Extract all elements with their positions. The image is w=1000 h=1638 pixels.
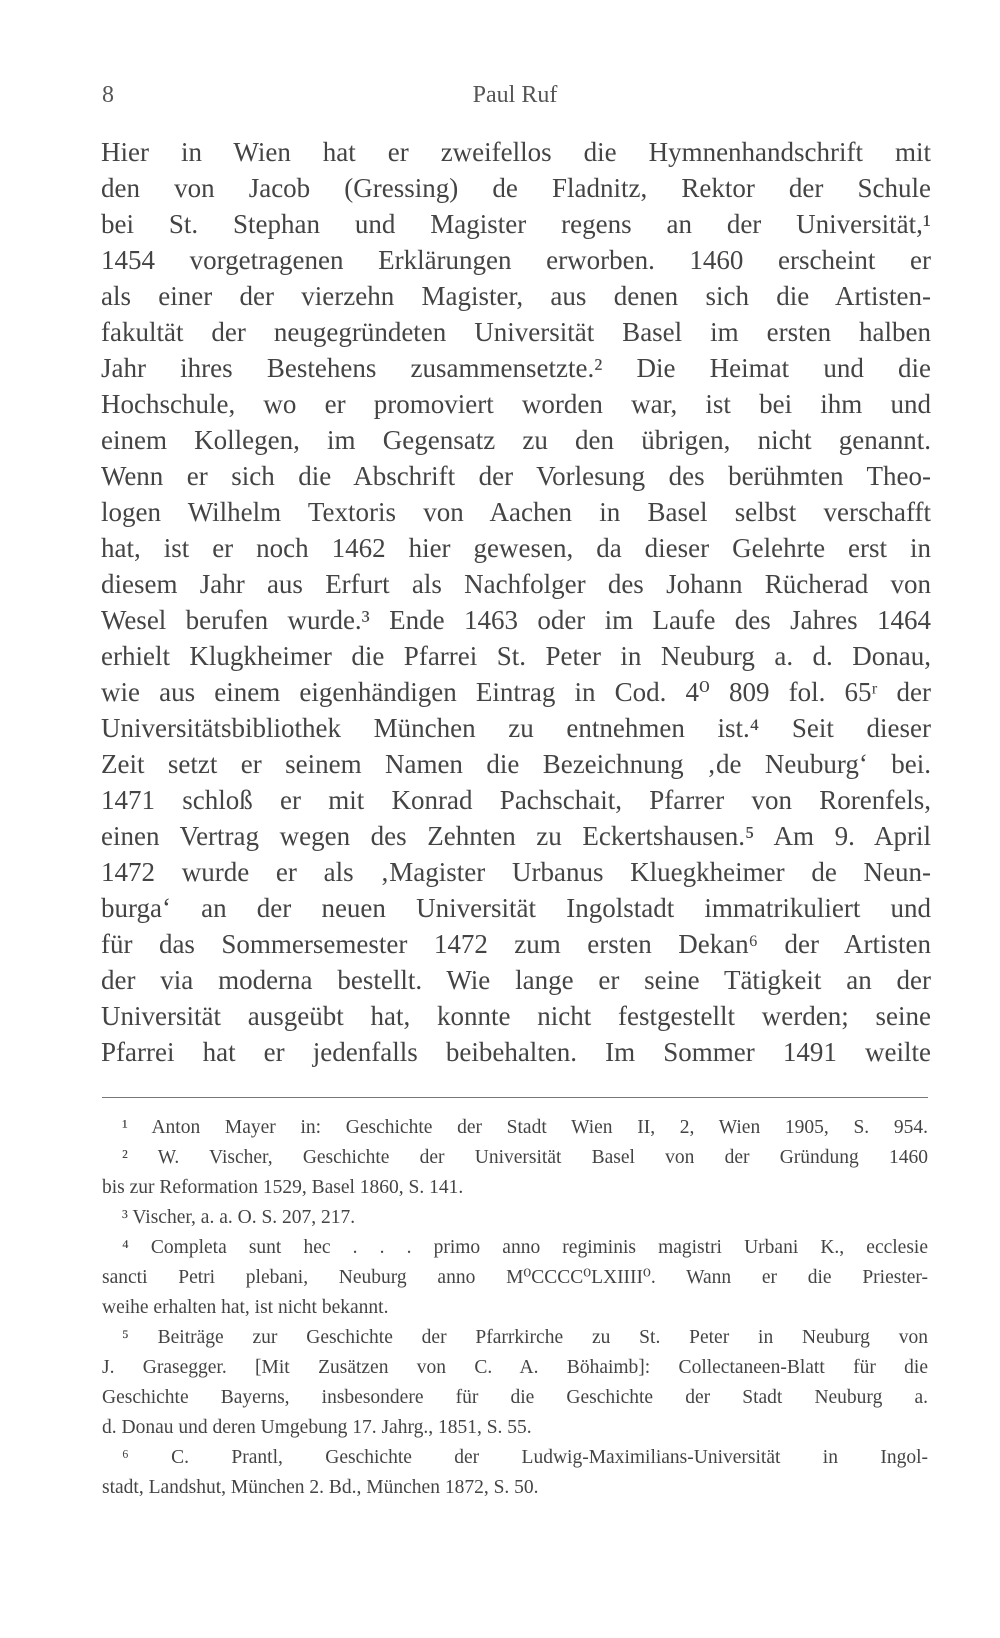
- body-line: burga‘ an der neuen Universität Ingolstadt immatrikuliert und: [101, 893, 931, 923]
- body-line: als einer der vierzehn Magister, aus denen sich die Artisten-: [101, 281, 931, 311]
- footnote-divider: [102, 1097, 928, 1098]
- body-line: einem Kollegen, im Gegensatz zu den übrigen, nicht genannt.: [101, 425, 931, 455]
- body-line: 1471 schloß er mit Konrad Pachschait, Pfarrer von Rorenfels,: [101, 785, 931, 815]
- body-line: fakultät der neugegründeten Universität Basel im ersten halben: [101, 317, 931, 347]
- body-line: diesem Jahr aus Erfurt als Nachfolger des Johann Rücherad von: [101, 569, 931, 599]
- footnote-line: J. Grasegger. [Mit Zusätzen von C. A. Böhaimb]: Collectaneen-Blatt für die: [102, 1357, 928, 1378]
- running-title: Paul Ruf: [472, 82, 558, 108]
- footnote-line: ⁶ C. Prantl, Geschichte der Ludwig-Maximilians-Universität in Ingol-: [122, 1447, 928, 1468]
- body-line: logen Wilhelm Textoris von Aachen in Basel selbst verschafft: [101, 497, 931, 527]
- body-line: den von Jacob (Gressing) de Fladnitz, Rektor der Schule: [101, 173, 931, 203]
- body-line: Wenn er sich die Abschrift der Vorlesung des berühmten Theo-: [101, 461, 931, 491]
- body-line: Hochschule, wo er promoviert worden war, ist bei ihm und: [101, 389, 931, 419]
- body-line: der via moderna bestellt. Wie lange er seine Tätigkeit an der: [101, 965, 931, 995]
- footnote-line: d. Donau und deren Umgebung 17. Jahrg., 1851, S. 55.: [102, 1417, 532, 1438]
- body-line: bei St. Stephan und Magister regens an der Universität,¹: [101, 209, 931, 239]
- footnote-line: sancti Petri plebani, Neuburg anno M⁰CCCC⁰LXIIII⁰. Wann er die Priester-: [102, 1267, 928, 1288]
- body-line: Jahr ihres Bestehens zusammensetzte.² Die Heimat und die: [101, 353, 931, 383]
- body-line: 1454 vorgetragenen Erklärungen erworben. 1460 erscheint er: [101, 245, 931, 275]
- body-line: Universitätsbibliothek München zu entnehmen ist.⁴ Seit dieser: [101, 713, 931, 743]
- body-line: hat, ist er noch 1462 hier gewesen, da dieser Gelehrte erst in: [101, 533, 931, 563]
- body-line: Wesel berufen wurde.³ Ende 1463 oder im Laufe des Jahres 1464: [101, 605, 931, 635]
- footnote-line: weihe erhalten hat, ist nicht bekannt.: [102, 1297, 389, 1318]
- body-line: für das Sommersemester 1472 zum ersten Dekan⁶ der Artisten: [101, 929, 931, 959]
- body-line: Universität ausgeübt hat, konnte nicht festgestellt werden; seine: [101, 1001, 931, 1031]
- footnote-line: ¹ Anton Mayer in: Geschichte der Stadt Wien II, 2, Wien 1905, S. 954.: [122, 1117, 928, 1138]
- body-line: einen Vertrag wegen des Zehnten zu Eckertshausen.⁵ Am 9. April: [101, 821, 931, 851]
- body-text: [101, 134, 931, 1070]
- body-line: Zeit setzt er seinem Namen die Bezeichnung ‚de Neuburg‘ bei.: [101, 749, 931, 779]
- footnote-line: ³ Vischer, a. a. O. S. 207, 217.: [122, 1207, 356, 1228]
- body-line: Hier in Wien hat er zweifellos die Hymnenhandschrift mit: [101, 137, 931, 167]
- body-line: 1472 wurde er als ‚Magister Urbanus Kluegkheimer de Neun-: [101, 857, 931, 887]
- footnotes: [102, 1113, 928, 1503]
- body-line: Pfarrei hat er jedenfalls beibehalten. Im Sommer 1491 weilte: [101, 1037, 931, 1067]
- body-line: wie aus einem eigenhändigen Eintrag in Cod. 4⁰ 809 fol. 65ʳ der: [101, 677, 931, 707]
- footnote-line: ⁴ Completa sunt hec . . . primo anno regiminis magistri Urbani K., ecclesie: [122, 1237, 928, 1258]
- footnote-line: stadt, Landshut, München 2. Bd., München 1872, S. 50.: [102, 1477, 539, 1498]
- body-line: erhielt Klugkheimer die Pfarrei St. Peter in Neuburg a. d. Donau,: [101, 641, 931, 671]
- page-number: 8: [102, 82, 114, 108]
- footnote-line: bis zur Reformation 1529, Basel 1860, S. 141.: [102, 1177, 464, 1198]
- footnote-line: ² W. Vischer, Geschichte der Universität Basel von der Gründung 1460: [122, 1147, 928, 1168]
- footnote-line: ⁵ Beiträge zur Geschichte der Pfarrkirche zu St. Peter in Neuburg von: [122, 1327, 928, 1348]
- footnote-line: Geschichte Bayerns, insbesondere für die Geschichte der Stadt Neuburg a.: [102, 1387, 928, 1408]
- running-head: [102, 82, 928, 112]
